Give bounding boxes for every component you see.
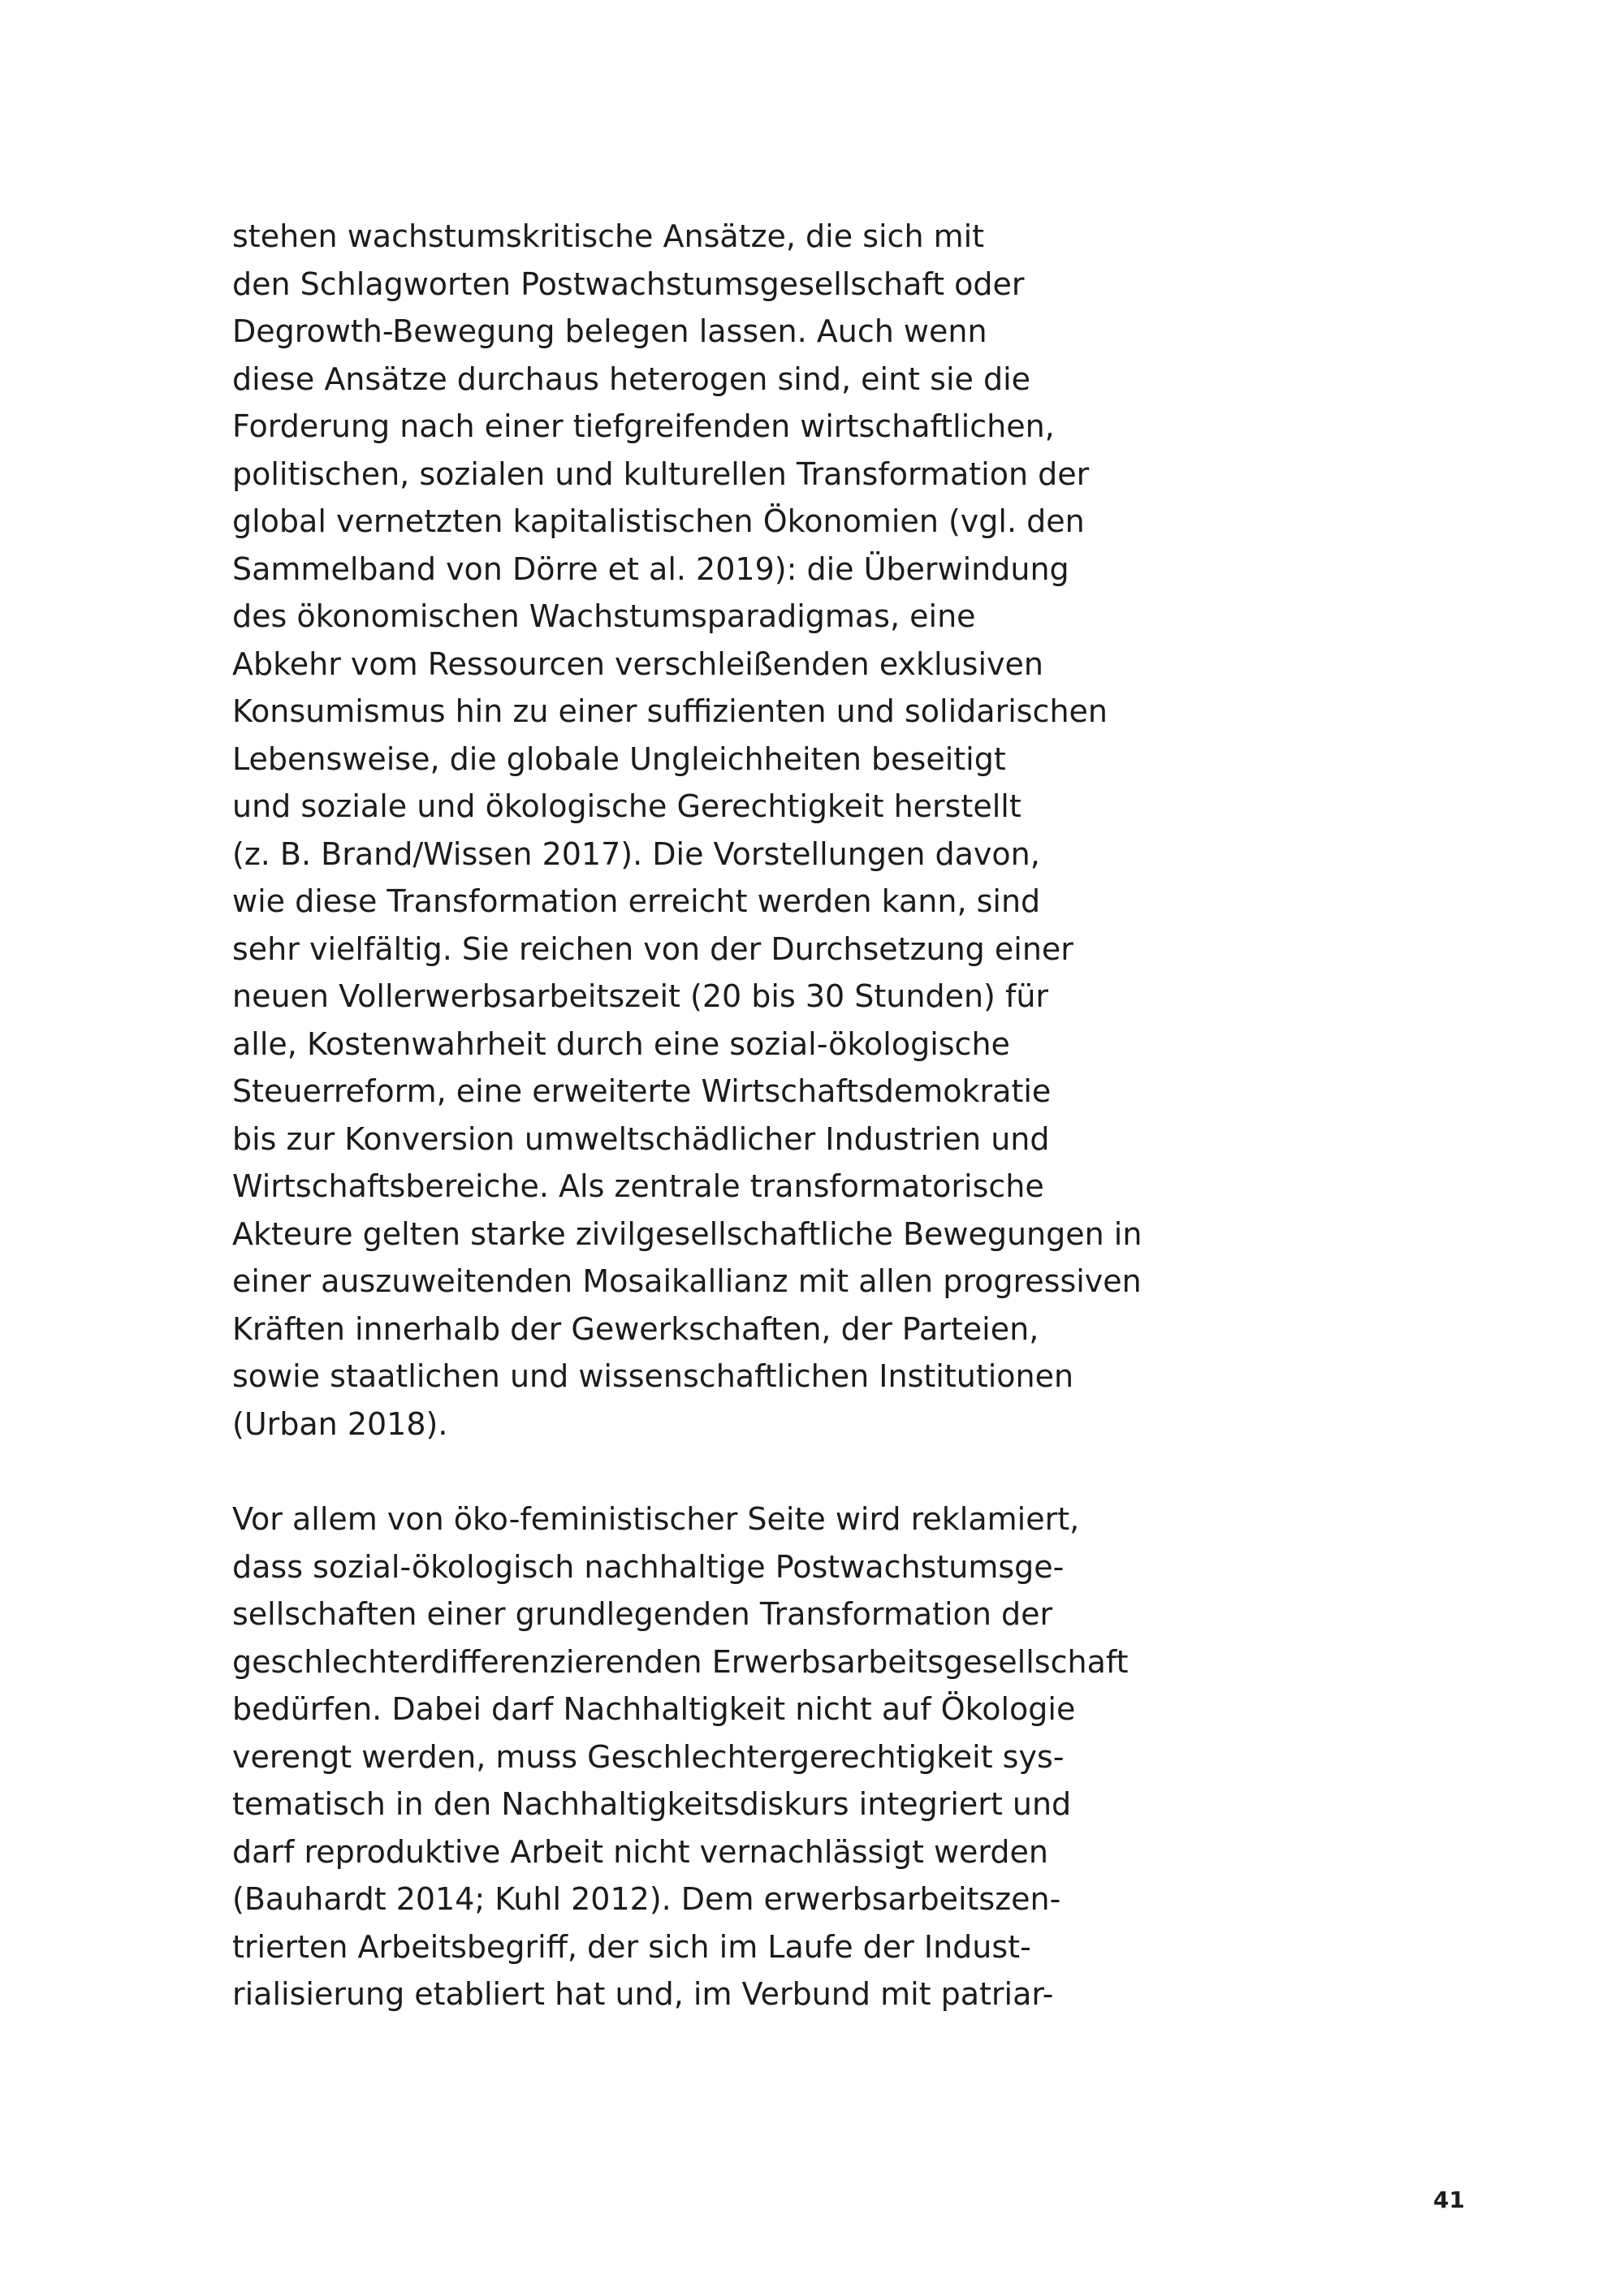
text-line: sellschaften einer grundlegenden Transformation der (232, 1596, 1053, 1632)
text-line: Lebensweise, die globale Ungleichheiten beseitigt (232, 740, 1006, 777)
text-line: Vor allem von öko-feministischer Seite wird reklamiert, (232, 1501, 1080, 1537)
text-line: Abkehr vom Ressourcen verschleißenden exklusiven (232, 645, 1043, 682)
text-line: neuen Vollerwerbsarbeitszeit (20 bis 30 Stunden) für (232, 978, 1049, 1014)
text-line: (Urban 2018). (232, 1405, 448, 1442)
body-paragraph-2 (232, 1496, 1190, 2018)
text-line: politischen, sozialen und kulturellen Transformation der (232, 455, 1090, 492)
text-line: tematisch in den Nachhaltigkeitsdiskurs integriert und (232, 1786, 1072, 1822)
text-line: sowie staatlichen und wissenschaftlichen Institutionen (232, 1358, 1074, 1394)
text-line: stehen wachstumskritische Ansätze, die sich mit (232, 218, 985, 254)
text-line: des ökonomischen Wachstumsparadigmas, eine (232, 598, 976, 634)
text-line: darf reproduktive Arbeit nicht vernachlässigt werden (232, 1833, 1048, 1870)
text-line: global vernetzten kapitalistischen Ökonomien (vgl. den (232, 503, 1085, 539)
text-line: den Schlagworten Postwachstumsgesellschaft oder (232, 265, 1025, 302)
text-line: sehr vielfältig. Sie reichen von der Durchsetzung einer (232, 930, 1073, 967)
text-line: Sammelband von Dörre et al. 2019): die Überwindung (232, 550, 1069, 587)
text-line: alle, Kostenwahrheit durch eine sozial-ökologische (232, 1025, 1010, 1062)
text-line: rialisierung etabliert hat und, im Verbund mit patriar- (232, 1976, 1054, 2012)
text-line: wie diese Transformation erreicht werden kann, sind (232, 883, 1041, 919)
body-paragraph-1 (232, 213, 1190, 1448)
text-line: dass sozial-ökologisch nachhaltige Postwachstumsge- (232, 1548, 1065, 1585)
text-line: Wirtschaftsbereiche. Als zentrale transformatorische (232, 1168, 1044, 1204)
text-line: einer auszuweitenden Mosaikallianz mit allen progressiven (232, 1263, 1142, 1299)
text-line: geschlechterdifferenzierenden Erwerbsarbeitsgesellschaft (232, 1643, 1129, 1680)
text-line: trierten Arbeitsbegriff, der sich im Laufe der Indust- (232, 1928, 1031, 1965)
text-line: Akteure gelten starke zivilgesellschaftliche Bewegungen in (232, 1215, 1142, 1252)
text-line: bedürfen. Dabei darf Nachhaltigkeit nicht auf Ökologie (232, 1691, 1076, 1727)
text-line: Forderung nach einer tiefgreifenden wirtschaftlichen, (232, 408, 1055, 444)
text-line: verengt werden, muss Geschlechtergerechtigkeit sys- (232, 1738, 1065, 1775)
text-line: Steuerreform, eine erweiterte Wirtschaftsdemokratie (232, 1073, 1052, 1109)
text-line: diese Ansätze durchaus heterogen sind, eint sie die (232, 360, 1031, 397)
text-line: (z. B. Brand/Wissen 2017). Die Vorstellungen davon, (232, 835, 1040, 872)
text-line: Degrowth-Bewegung belegen lassen. Auch wenn (232, 313, 987, 349)
text-line: (Bauhardt 2014; Kuhl 2012). Dem erwerbsarbeitszen- (232, 1881, 1061, 1917)
text-line: Konsumismus hin zu einer suffizienten und solidarischen (232, 693, 1108, 729)
text-line: und soziale und ökologische Gerechtigkeit herstellt (232, 788, 1021, 824)
text-line: Kräften innerhalb der Gewerkschaften, der Parteien, (232, 1310, 1039, 1347)
text-line: bis zur Konversion umweltschädlicher Industrien und (232, 1120, 1050, 1157)
page-number: 41 (1433, 2186, 1465, 2213)
